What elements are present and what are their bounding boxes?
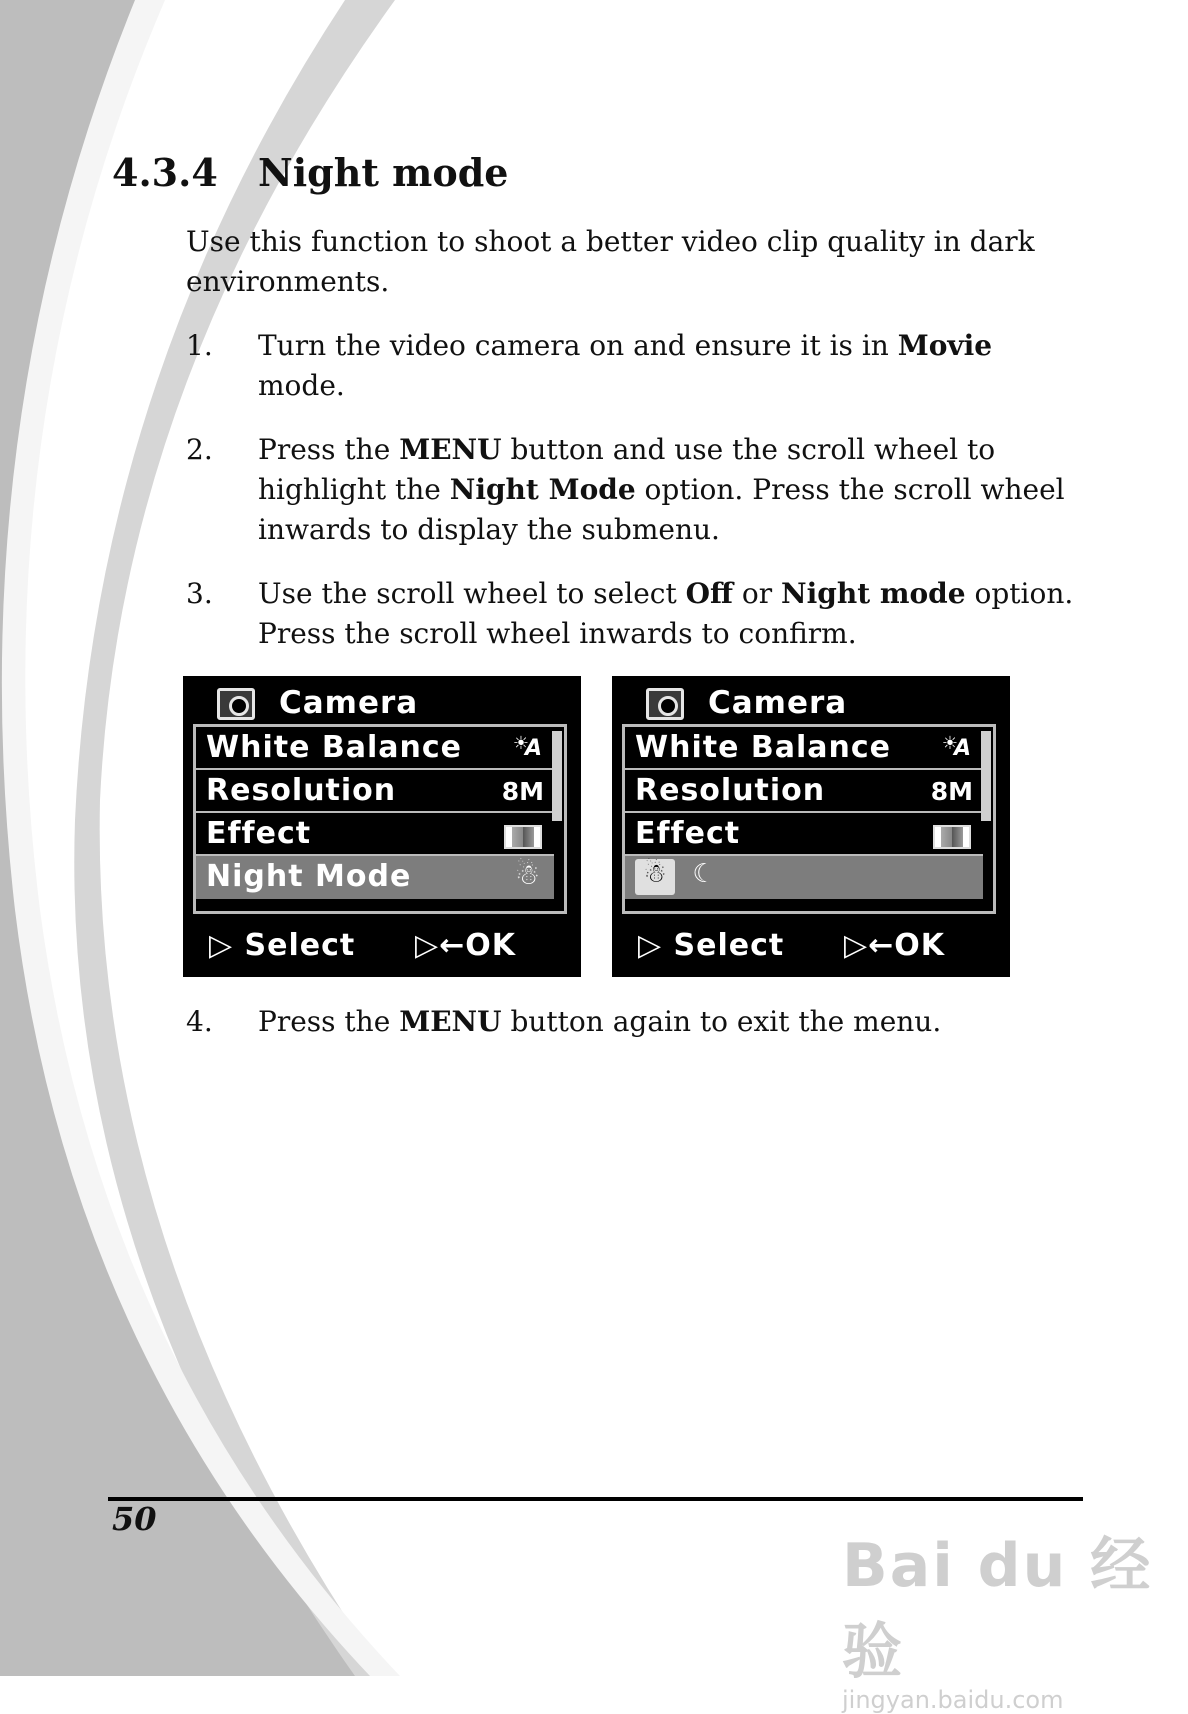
section-heading: [112, 150, 508, 195]
night-mode-off-icon: ☃: [514, 858, 540, 891]
menu-item-white-balance[interactable]: White Balance ☀ A: [196, 727, 554, 770]
resolution-value: 8M: [501, 777, 544, 806]
footer-rule: [108, 1497, 1083, 1501]
menu-list: [193, 724, 567, 914]
menu-list: [622, 724, 996, 914]
intro-paragraph: Use this function to shoot a better video clip quality in dark environments.: [186, 225, 1035, 298]
menu-item-resolution[interactable]: Resolution 8M: [625, 770, 983, 813]
resolution-value: 8M: [930, 777, 973, 806]
watermark-brand: Bai du 经验: [842, 1531, 1153, 1687]
step-4: 4. Press the MENU button again to exit the menu.: [186, 1005, 942, 1038]
menu-scrollbar[interactable]: [552, 731, 562, 821]
ok-hint: ▷←OK: [844, 928, 945, 963]
watermark-url: jingyan.baidu.com: [842, 1686, 1064, 1714]
step-2: 2. Press the MENU button and use the scroll wheel to highlight the Night Mode option. Press the scroll wheel inwards to display the submenu.: [186, 433, 1065, 546]
select-hint: ▷ Select: [638, 928, 785, 963]
camera-icon: [217, 688, 255, 720]
camera-icon: [646, 688, 684, 720]
watermark: [842, 1518, 1188, 1714]
night-mode-on-icon[interactable]: ☾: [692, 859, 716, 889]
menu-title-bar: Camera: [183, 688, 581, 728]
section-number: 4.3.4: [112, 150, 218, 195]
step-3: 3. Use the scroll wheel to select Off or Night mode option. Press the scroll wheel inwards to confirm.: [186, 577, 1074, 650]
white-balance-auto-icon: ☀ A: [513, 733, 542, 761]
white-balance-auto-icon: ☀ A: [942, 733, 971, 761]
step-1: 1. Turn the video camera on and ensure it is in Movie mode.: [186, 329, 993, 402]
menu-item-effect[interactable]: Effect: [625, 813, 983, 856]
menu-title-bar: Camera: [612, 688, 1010, 728]
camera-menu-screenshot-2: [612, 676, 1010, 977]
menu-item-effect[interactable]: Effect: [196, 813, 554, 856]
menu-item-resolution[interactable]: Resolution 8M: [196, 770, 554, 813]
menu-item-night-mode[interactable]: Night Mode ☃: [196, 856, 554, 899]
camera-menu-screenshot-1: [183, 676, 581, 977]
page-number: 50: [112, 1500, 157, 1538]
menu-item-white-balance[interactable]: White Balance ☀ A: [625, 727, 983, 770]
effect-icon: [933, 825, 971, 849]
night-mode-off-icon[interactable]: ☃: [635, 859, 675, 895]
select-hint: ▷ Select: [209, 928, 356, 963]
section-title: Night mode: [258, 150, 509, 195]
night-mode-submenu: [625, 856, 983, 899]
ok-hint: ▷←OK: [415, 928, 516, 963]
menu-scrollbar[interactable]: [981, 731, 991, 821]
effect-icon: [504, 825, 542, 849]
